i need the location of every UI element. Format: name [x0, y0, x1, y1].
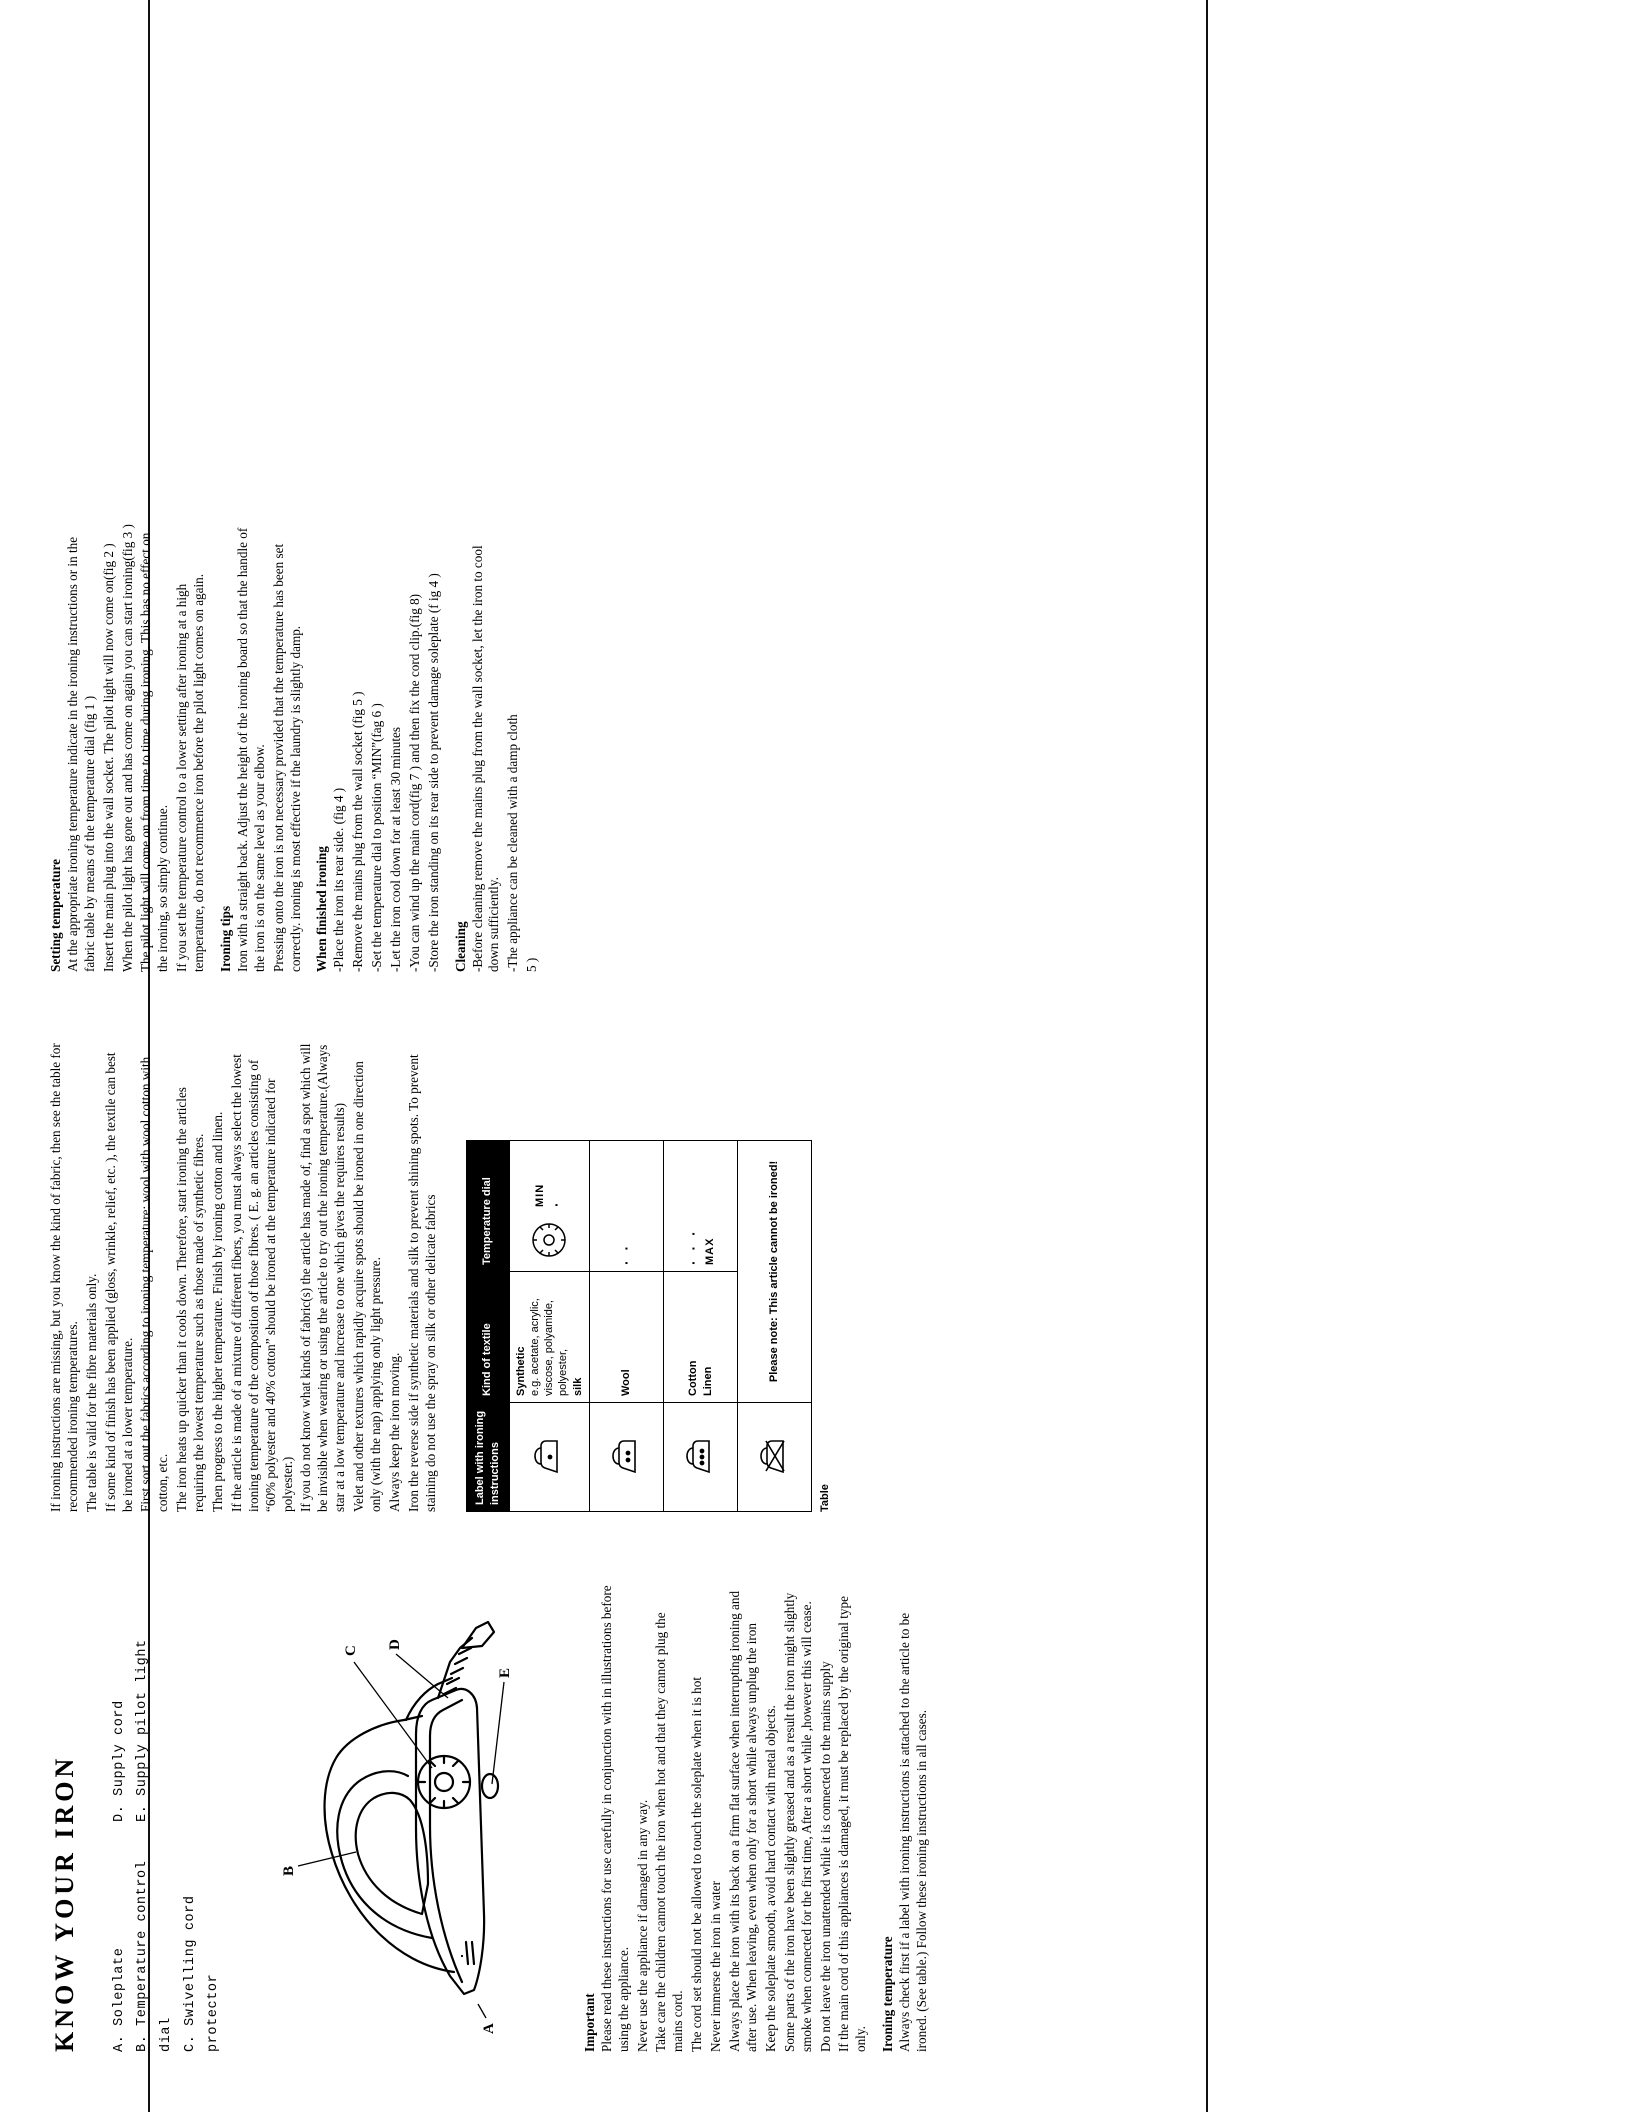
finished-item: -You can wind up the main cord(fig 7 ) and then fix the cord clip.(fig 8): [406, 593, 422, 972]
legend-item-b: B. Temperature control dial: [135, 1860, 175, 2052]
dial-synthetic: MIN ·: [509, 1141, 589, 1272]
table-header-dial: Temperature dial: [466, 1141, 509, 1272]
legend-item-a: A. Soleplate: [111, 1947, 127, 2052]
fabric-temperature-table: [466, 1140, 812, 1512]
cleaning-item: -The appliance can be cleaned with a damp cloth: [505, 714, 521, 972]
iron-symbol-two-dots-icon: [607, 1434, 647, 1480]
legend-row: [108, 1582, 132, 2052]
instructions-paragraph: If some kind of finish has been applied (gloss, wrinkle, relief, etc. ), the textile can best be ironed at a lower temperature.: [102, 1052, 135, 1512]
important-paragraph: If the main cord of this appliances is damaged, it must be replaced by the original type only.: [836, 1596, 869, 2052]
legend-item-d: D. Supply cord: [111, 1700, 127, 1822]
cleaning-heading: Cleaning: [452, 921, 468, 972]
important-paragraph: Please read these instructions for use carefully in conjunction with in illustrations before using the appliance.: [598, 1585, 631, 2052]
important-paragraph: Do not leave the iron unattended while it is connected to the mains supply: [817, 1661, 833, 2052]
finished-item: -Set the temperature dial to position “MIN”(fag 6 ): [369, 703, 385, 972]
table-header-row: [466, 1141, 509, 1512]
instructions-paragraph: First sort out the fabrics according to ironing temperature: wool with wool cotton with cotton, etc.: [138, 1056, 171, 1512]
finished-item: -Remove the mains plug from the wall socket (fig 5 ): [350, 691, 366, 972]
textile-synthetic: Synthetic e.g. acetate, acrylic, viscose, polyamide, polyester, silk: [509, 1272, 589, 1403]
label-symbol-synthetic: [509, 1403, 589, 1512]
instructions-paragraph: If the article is made of a mixture of different fibers, you must always select the lowest ironing temperature of the composition of those fibres. ( E. g. an articles consisting of “60% polyester and 40% cotton” should be ironed at the temperature indicated for polyester.): [228, 1054, 295, 1512]
legend-item-c: C. Swivelling cord protector: [182, 1895, 222, 2052]
setting-paragraph: At the appropriate ironing temperature indicate in the ironing instructions or in the fabric table by means of the temperature dial (fig 1 ): [64, 536, 97, 972]
cleaning-item: -Before cleaning remove the mains plug from the wall socket, let the iron to cool down sufficiently.: [469, 545, 502, 972]
important-heading: Important: [581, 1993, 597, 2052]
setting-temperature-heading: Setting temperature: [48, 859, 63, 972]
table-row: [509, 1141, 589, 1512]
textile-cotton-linen: Cotton Linen: [664, 1272, 738, 1403]
important-paragraph: Keep the soleplate smooth, avoid hard contact with metal objects.: [762, 1705, 778, 2052]
setting-paragraph: When the pilot light has gone out and has come on again you can start ironing(fig 3 ): [119, 524, 135, 972]
ironing-temperature-paragraph: Always check first if a label with ironing instructions is attached to the article to be ironed. (See table.) Follow these ironing instructions in all cases.: [897, 1612, 929, 2052]
textile-wool: Wool: [590, 1272, 664, 1403]
important-paragraph: Take care the children cannot touch the iron when hot and that they cannot plug the mains cord.: [653, 1612, 686, 2052]
important-section: [582, 1582, 931, 2052]
instructions-paragraph: The table is valid for the fibre materials only.: [83, 1273, 99, 1512]
ironing-tip: Iron with a straight back. Adjust the height of the ironing board so that the handle of the iron is on the same level as your elbow.: [234, 527, 267, 972]
figure-label-d: D: [386, 1639, 403, 1650]
important-paragraph: Some parts of the iron have been slightly greased and as a result the iron might slightly smoke when connected for the first time, After a short while ,however this will cease.: [781, 1592, 814, 2052]
legend-item-e: E. Supply pilot light: [135, 1639, 151, 1822]
ironing-temperature-heading: Ironing temperature: [880, 1936, 896, 2052]
table-caption: Table: [819, 1484, 832, 1512]
iron-illustration: [236, 1604, 566, 2034]
table-header-textile: Kind of textile: [466, 1272, 509, 1403]
finished-item: -Store the iron standing on its rear side to prevent damage soleplate (f ig 4 ): [425, 573, 441, 972]
instructions-paragraph: If you do not know what kinds of fabric(s) the article has made of, find a spot which will be invisible when wearing or using the article to try out the ironing temperature.(Always star at a low temperature and increase to one which gives the requires results): [298, 1043, 348, 1512]
label-symbol-cotton: [664, 1403, 738, 1512]
figure-label-e: E: [496, 1667, 513, 1678]
setting-temperature-section: [48, 522, 541, 972]
important-paragraph: Never immerse the iron in water: [708, 1880, 724, 2052]
iron-symbol-three-dots-icon: [681, 1434, 721, 1480]
figure-label-c: C: [342, 1645, 359, 1656]
legend-row: [131, 1582, 178, 2052]
iron-symbol-one-dot-icon: [529, 1434, 569, 1480]
ironing-tips-heading: Ironing tips: [218, 905, 234, 972]
table-row: [738, 1141, 812, 1512]
parts-legend: [108, 1582, 226, 2052]
important-paragraph: Always place the iron with its back on a firm flat surface when interrupting ironing and after use. When leaving, even when only for a short while always unplug the iron: [727, 1590, 759, 2052]
instructions-paragraph: Velet and other textures which rapidly acquire spots should be ironed in one direction only (with the nap) applying only light pressure.: [351, 1061, 384, 1512]
page-number: 5 ): [524, 957, 540, 972]
label-symbol-do-not-iron: [738, 1403, 812, 1512]
when-finished-heading: When finished ironing: [314, 846, 330, 972]
instructions-paragraph: The iron heats up quicker than it cools down. Therefore, start ironing the articles requiring the lowest temperature such as those made of synthetic fibres.: [174, 1087, 207, 1512]
column-right: [48, 522, 543, 972]
legend-row: [179, 1582, 226, 2052]
label-symbol-wool: [590, 1403, 664, 1512]
instructions-paragraph: Then progress to the higher temperature. Finish by ironing cotton and linen.: [210, 1111, 226, 1512]
instructions-paragraph: If ironing instructions are missing, but you know the kind of fabric, then see the table for recommended ironing temperatures.: [48, 1043, 80, 1512]
instructions-paragraph: Iron the reverse side if synthetic materials and silk to prevent shining spots. To prevent staining do not use the spray on silk or other delicate fabrics: [405, 1054, 438, 1512]
table-header-label: Label with ironing instructions: [466, 1403, 509, 1512]
setting-paragraph: The pilot light will come on from time to time during ironing. This has no effect on the ironing, so simply continue.: [138, 532, 171, 972]
finished-item: -Let the iron cool down for at least 30 minutes: [388, 726, 404, 972]
fabric-table-wrapper: [466, 1042, 833, 1512]
dial-cotton-linen: · · · MAX: [664, 1141, 738, 1272]
iron-symbol-crossed-icon: [755, 1434, 795, 1480]
ironing-tip: Pressing onto the iron is not necessary provided that the temperature has been set correctly. ironing is most effective if the laundry is slightly damp.: [270, 543, 303, 972]
important-paragraph: Never use the appliance if damaged in any way.: [634, 1799, 650, 2052]
table-note: Please note: This article cannot be ironed!: [738, 1141, 812, 1403]
column-middle: [48, 1042, 832, 1512]
iron-figure-svg: [236, 1604, 566, 2034]
finished-item: -Place the iron its rear side. (fig 4 ): [331, 787, 347, 972]
legend-item-blank: [179, 1592, 226, 1822]
table-row: [590, 1141, 664, 1512]
table-row: [664, 1141, 738, 1512]
page-title: KNOW YOUR IRON: [50, 1754, 79, 2052]
instructions-paragraph: Always keep the iron moving.: [386, 1352, 402, 1512]
important-paragraph: The cord set should not be allowed to touch the soleplate when it is hot: [689, 1676, 705, 2052]
setting-paragraph: If you set the temperature control to a lower setting after ironing at a high temperature, do not recommence iron before the pilot light comes on again.: [174, 573, 207, 972]
figure-label-a: A: [480, 2023, 497, 2034]
figure-label-b: B: [280, 1865, 297, 1876]
temperature-dial-icon: [525, 1215, 573, 1265]
dial-wool: · ·: [590, 1141, 664, 1272]
setting-paragraph: Insert the main plug into the wall socket. The pilot light will now come on(fig 2 ): [100, 543, 116, 972]
ironing-instructions-section: [48, 1042, 440, 1512]
column-left: [48, 1582, 933, 2052]
